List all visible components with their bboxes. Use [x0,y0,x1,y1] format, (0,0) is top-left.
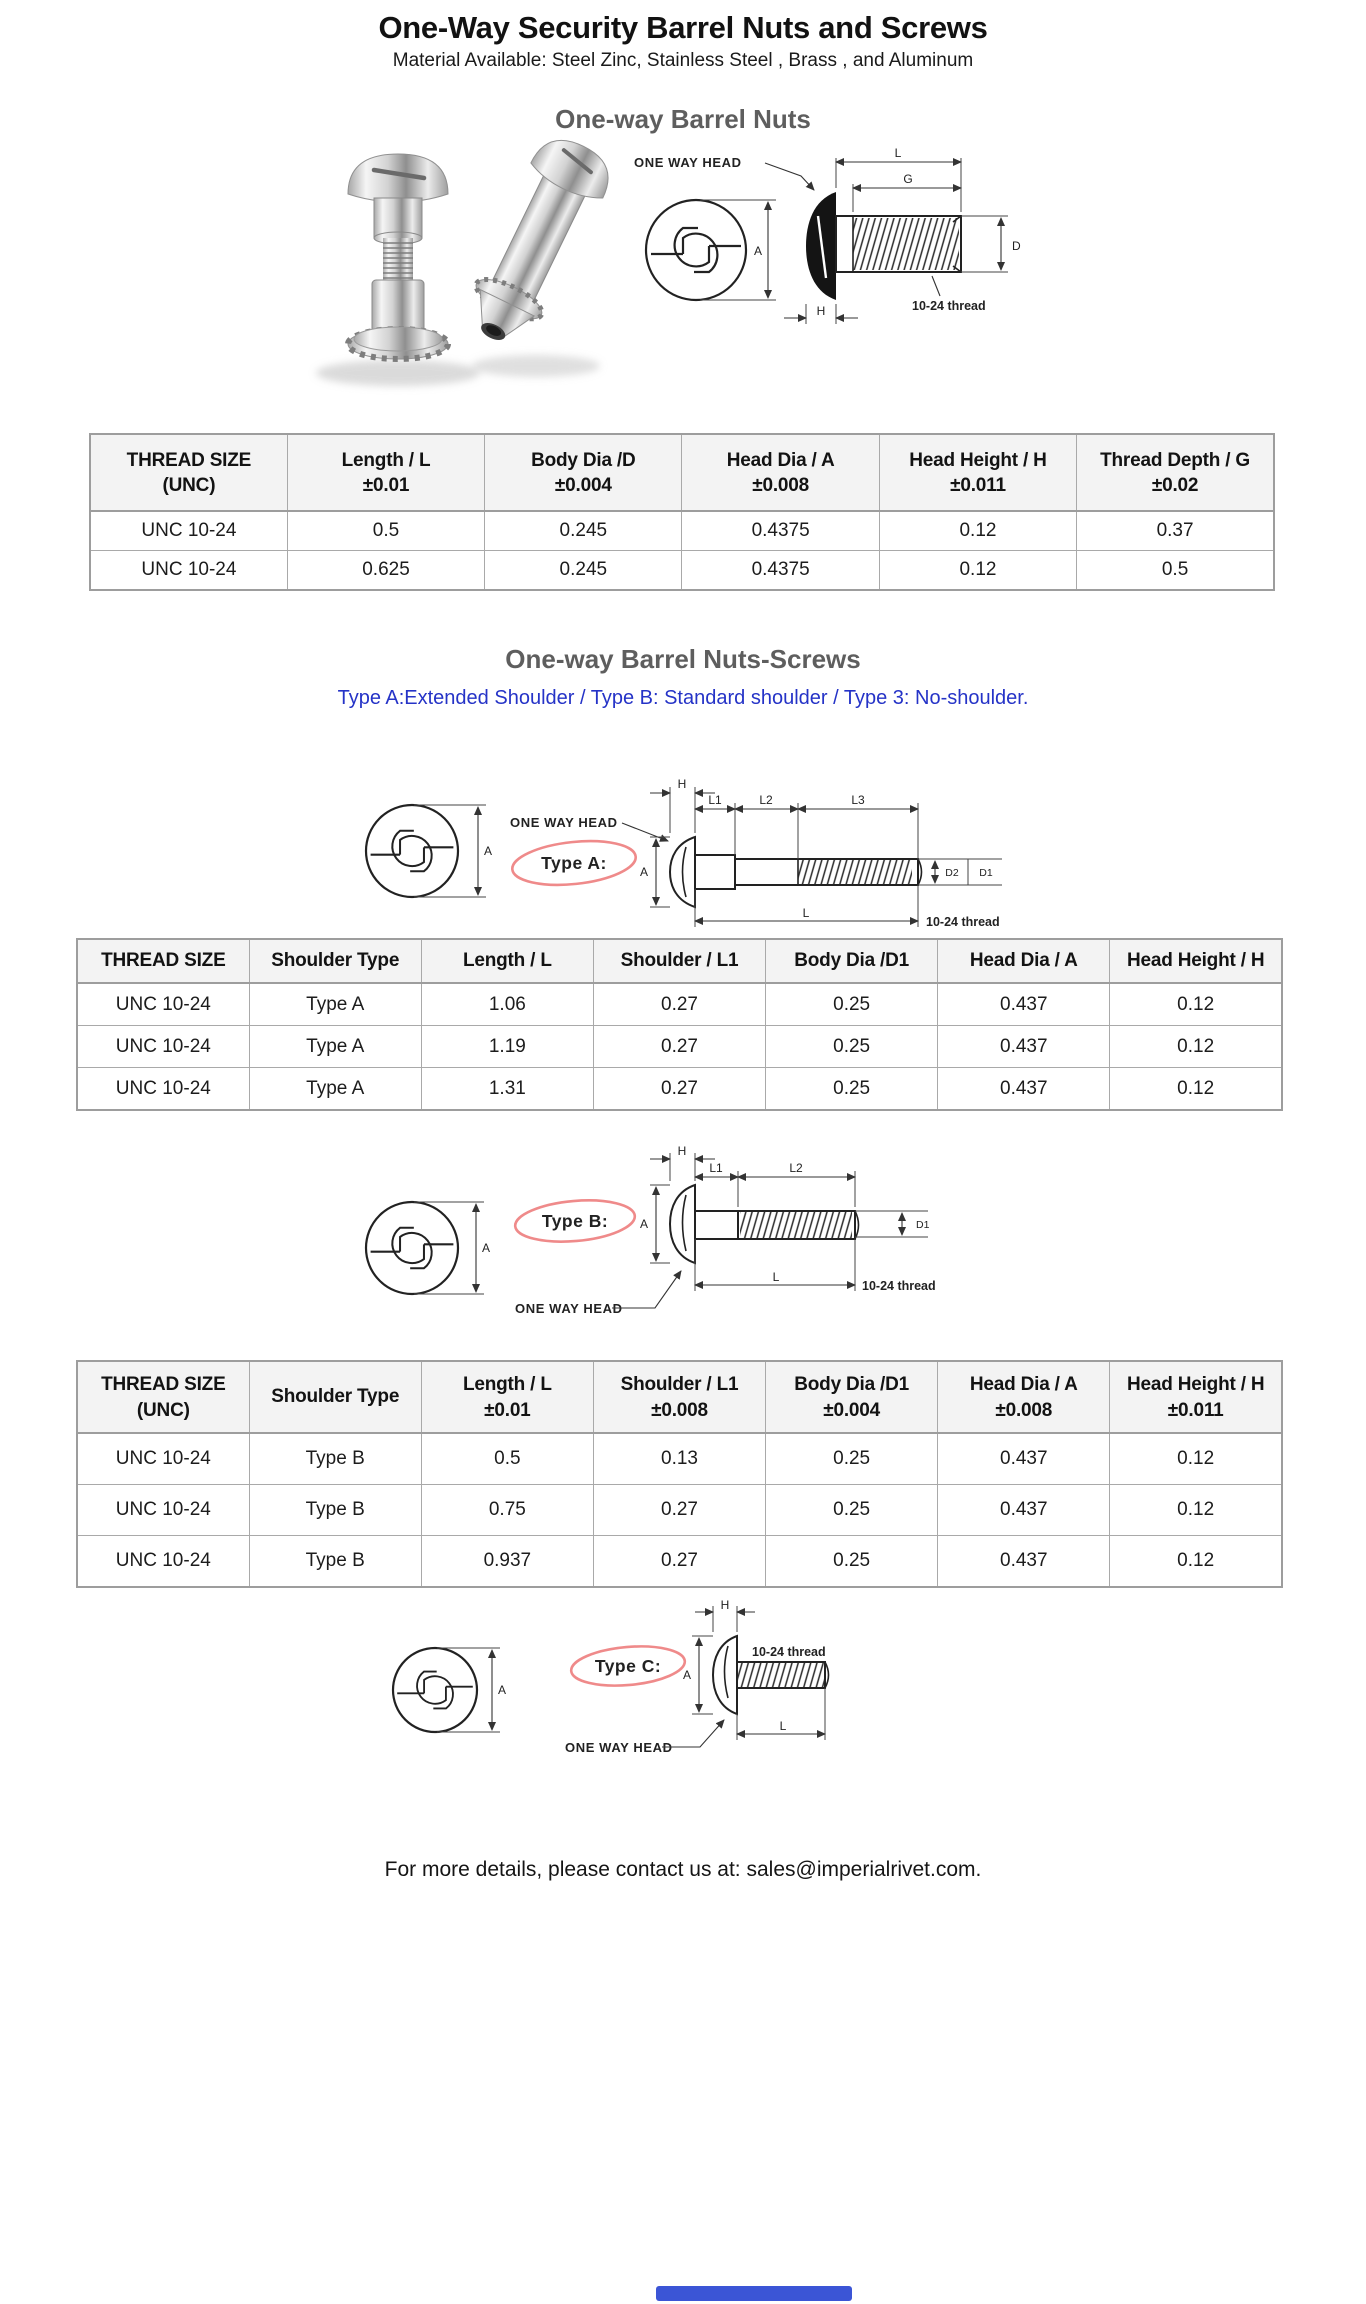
cell: UNC 10-24 [90,551,287,591]
cell: 0.625 [287,551,484,591]
svg-text:L: L [772,1270,780,1284]
dim-G [853,172,961,212]
cell: UNC 10-24 [90,511,287,551]
dim-H [784,304,858,324]
column-header: Head Height / H ±0.011 [1110,1361,1282,1433]
column-header: Head Dia / A ±0.008 [938,1361,1110,1433]
column-header: Length / L ±0.01 [421,1361,593,1433]
one-way-head-front-view [646,200,746,300]
cell: Type B [249,1485,421,1536]
svg-text:D1: D1 [916,1219,930,1231]
dim-A-head-view [437,1648,506,1732]
table-header [77,1361,1282,1433]
barrel-nuts-spec-table [89,433,1275,591]
one-way-head-label: ONE WAY HEAD [565,1740,673,1755]
dim-L [695,885,918,927]
table-row [77,983,1282,1026]
cell: Type A [249,983,421,1026]
one-way-head-label: ONE WAY HEAD [634,155,742,170]
table-row [90,551,1274,591]
svg-text:A: A [482,1241,491,1255]
svg-text:A: A [498,1683,507,1697]
svg-text:G: G [903,172,913,186]
cell: Type B [249,1536,421,1588]
dim-H [695,1600,755,1632]
svg-text:Type C:: Type C: [594,1656,662,1676]
dim-H [650,1145,715,1181]
contact-note: For more details, please contact us at: sales@imperialrivet.com. [384,1858,982,1881]
thread-note: 10-24 thread [862,1279,936,1293]
cell: 0.12 [1110,1433,1282,1485]
cell: 0.27 [593,983,765,1026]
cell: 0.13 [593,1433,765,1485]
cell: 0.75 [421,1485,593,1536]
type-c-callout [570,1642,687,1690]
cell: 0.5 [287,511,484,551]
type-b-spec-table [76,1360,1283,1588]
dim-D1 [855,1211,930,1237]
table-row [77,1068,1282,1111]
barrel-nuts-product-photo [298,130,618,396]
cell: Type A [249,1026,421,1068]
one-way-head-front-view [393,1648,477,1732]
svg-text:Type A:: Type A: [541,853,607,873]
svg-text:H: H [720,1600,730,1612]
svg-text:D: D [1012,239,1021,253]
dim-A [700,200,776,300]
dim-L [695,1239,855,1291]
leader-line [622,823,668,841]
column-header: Head Height / H [1110,939,1282,983]
page-title: One-Way Security Barrel Nuts and Screws [378,10,988,45]
shoulder-type-note: Type A:Extended Shoulder / Type B: Standard shoulder / Type 3: No-shoulder. [337,687,1029,709]
column-header: Head Height / H ±0.011 [879,434,1076,511]
one-way-head-front-view [366,1202,458,1294]
column-header: Shoulder Type [249,1361,421,1433]
cell: 1.31 [421,1068,593,1111]
screw-side-view [670,837,922,907]
table-header [77,939,1282,983]
svg-text:L1: L1 [709,1161,723,1175]
cell: 0.12 [1110,1026,1282,1068]
column-header: Shoulder / L1 [593,939,765,983]
svg-text:D2: D2 [945,867,959,879]
svg-text:A: A [639,865,648,879]
photo-shadow [316,360,480,386]
screw-side-view [670,1185,859,1263]
photo-shadow [472,355,600,377]
column-header: Body Dia /D1 ±0.004 [766,1361,938,1433]
dim-H [650,777,715,833]
cell: 0.437 [938,1485,1110,1536]
column-header: THREAD SIZE (UNC) [90,434,287,511]
cell: 0.25 [766,1068,938,1111]
cell: UNC 10-24 [77,1068,249,1111]
cell: 0.4375 [682,511,879,551]
cell: 0.27 [593,1068,765,1111]
column-header: Shoulder / L1 ±0.008 [593,1361,765,1433]
cell: 0.12 [1110,1068,1282,1111]
type-a-screw-diagram [350,775,1030,935]
svg-text:10-24 thread: 10-24 thread [912,299,986,313]
thread-note: 10-24 thread [752,1645,826,1659]
dim-L [737,1688,825,1740]
svg-text:A: A [753,244,762,258]
svg-text:H: H [677,1145,687,1158]
type-c-screw-diagram [370,1600,990,1760]
svg-text:L3: L3 [851,793,865,807]
svg-text:H: H [677,777,687,791]
type-b-callout [513,1196,636,1246]
table-row [77,1536,1282,1588]
cell: 0.937 [421,1536,593,1588]
type-a-spec-table [76,938,1283,1111]
cell: Type B [249,1433,421,1485]
dim-A-head-view [414,1202,490,1294]
dim-L [836,146,961,212]
table-header [90,434,1274,511]
cell: 1.19 [421,1026,593,1068]
cell: 0.12 [879,551,1076,591]
cell: Type A [249,1068,421,1111]
cell: 0.5 [1077,551,1274,591]
leader-line [765,163,814,190]
barrel-nut-assembled [348,154,448,359]
cell: 0.245 [485,511,682,551]
svg-text:A: A [682,1668,691,1682]
one-way-head-front-view [366,805,458,897]
cell: 0.27 [593,1485,765,1536]
svg-text:A: A [484,844,493,858]
dim-L1-L2-L3 [695,793,918,859]
cell: 0.245 [485,551,682,591]
svg-text:L2: L2 [759,793,773,807]
dim-D2-D1 [918,859,1002,885]
cell: 0.27 [593,1026,765,1068]
svg-text:A: A [639,1217,648,1231]
cell: 0.12 [1110,1485,1282,1536]
svg-text:H: H [816,304,826,318]
barrel-nut-tilted [454,130,618,355]
column-header: Length / L [421,939,593,983]
column-header: Shoulder Type [249,939,421,983]
cell: 0.25 [766,1026,938,1068]
cell: 0.25 [766,983,938,1026]
svg-text:D1: D1 [979,867,993,879]
barrel-nut-dimension-diagram [608,138,1038,330]
dim-A-screw [683,1636,713,1714]
cell: UNC 10-24 [77,1026,249,1068]
cell: UNC 10-24 [77,1433,249,1485]
dim-L1-L2 [695,1161,855,1207]
cell: 0.437 [938,1068,1110,1111]
svg-text:L: L [894,146,902,160]
column-header: Length / L ±0.01 [287,434,484,511]
one-way-head-label: ONE WAY HEAD [515,1301,623,1316]
svg-text:L2: L2 [789,1161,803,1175]
table-row [90,511,1274,551]
svg-text:L: L [779,1719,787,1733]
column-header: Body Dia /D ±0.004 [485,434,682,511]
cell: UNC 10-24 [77,983,249,1026]
dim-A-screw [640,1185,670,1263]
page-subtitle: Material Available: Steel Zinc, Stainless Steel , Brass , and Aluminum [392,50,974,71]
dim-A-screw [640,837,670,907]
cell: 0.437 [938,1536,1110,1588]
cell: 0.25 [766,1536,938,1588]
cell: 0.25 [766,1485,938,1536]
barrel-nut-side-view [806,192,961,300]
dim-D [961,216,1021,272]
cell: 0.12 [1110,983,1282,1026]
cell: 1.06 [421,983,593,1026]
column-header: Head Dia / A ±0.008 [682,434,879,511]
table-row [77,1485,1282,1536]
table-row [77,1026,1282,1068]
one-way-head-label: ONE WAY HEAD [510,815,618,830]
thread-note: 10-24 thread [926,915,1000,929]
cell: 0.37 [1077,511,1274,551]
cell: UNC 10-24 [77,1536,249,1588]
thread-note [912,276,986,313]
column-header: Head Dia / A [938,939,1110,983]
cell: 0.437 [938,1433,1110,1485]
cell: 0.4375 [682,551,879,591]
svg-text:L: L [802,906,810,920]
type-b-screw-diagram [350,1145,1020,1325]
svg-text:Type B:: Type B: [541,1211,609,1231]
cell: 0.437 [938,983,1110,1026]
cell: UNC 10-24 [77,1485,249,1536]
column-header: THREAD SIZE [77,939,249,983]
cell: 0.27 [593,1536,765,1588]
bottom-accent-bar [656,2286,852,2301]
dim-A-head-view [414,805,492,897]
column-header: THREAD SIZE (UNC) [77,1361,249,1433]
cell: 0.437 [938,1026,1110,1068]
column-header: Body Dia /D1 [766,939,938,983]
cell: 0.12 [879,511,1076,551]
column-header: Thread Depth / G ±0.02 [1077,434,1274,511]
cell: 0.12 [1110,1536,1282,1588]
type-a-callout [510,836,638,891]
cell: 0.5 [421,1433,593,1485]
section-heading-barrel-nuts-screws: One-way Barrel Nuts-Screws [505,644,861,674]
cell: 0.25 [766,1433,938,1485]
section-heading-barrel-nuts: One-way Barrel Nuts [555,104,811,134]
table-row [77,1433,1282,1485]
svg-text:L1: L1 [708,793,722,807]
